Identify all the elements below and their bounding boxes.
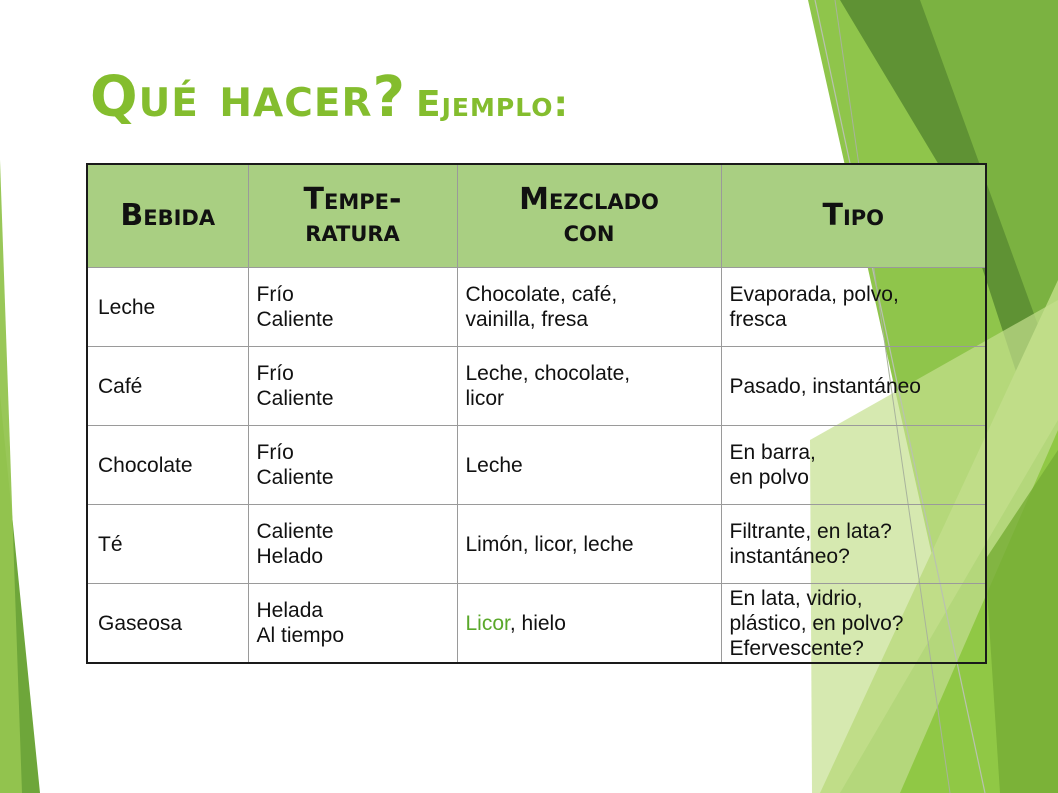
cell-bebida: Leche bbox=[87, 268, 248, 347]
cell-temperatura: Helada Al tiempo bbox=[248, 584, 457, 664]
cell-temperatura: Caliente Helado bbox=[248, 505, 457, 584]
cell-tipo: En barra, en polvo bbox=[721, 426, 986, 505]
cell-tipo: Evaporada, polvo, fresca bbox=[721, 268, 986, 347]
cell-temperatura: Frío Caliente bbox=[248, 268, 457, 347]
cell-bebida: Chocolate bbox=[87, 426, 248, 505]
cell-mezclado: Leche bbox=[457, 426, 721, 505]
table-row bbox=[87, 268, 986, 347]
cell-bebida: Té bbox=[87, 505, 248, 584]
highlighted-text: Licor bbox=[465, 611, 510, 635]
cell-tipo: En lata, vidrio, plástico, en polvo? Efervescente? bbox=[721, 584, 986, 664]
beverage-table bbox=[86, 163, 987, 664]
cell-mezclado: Limón, licor, leche bbox=[457, 505, 721, 584]
cell-mezclado: Leche, chocolate, licor bbox=[457, 347, 721, 426]
header-tipo: Tipo bbox=[721, 164, 986, 268]
title-sub: Ejemplo: bbox=[416, 84, 569, 125]
slide-title bbox=[90, 65, 569, 130]
cell-bebida: Café bbox=[87, 347, 248, 426]
header-temperatura: Tempe- ratura bbox=[248, 164, 457, 268]
cell-text: , hielo bbox=[509, 611, 566, 635]
table-row bbox=[87, 347, 986, 426]
cell-mezclado bbox=[457, 584, 721, 664]
header-mezclado-con: Mezclado con bbox=[457, 164, 721, 268]
cell-mezclado: Chocolate, café, vainilla, fresa bbox=[457, 268, 721, 347]
cell-tipo: Filtrante, en lata? instantáneo? bbox=[721, 505, 986, 584]
cell-bebida: Gaseosa bbox=[87, 584, 248, 664]
table-row bbox=[87, 426, 986, 505]
table-row bbox=[87, 584, 986, 664]
title-main: Qué hacer? bbox=[90, 65, 407, 130]
cell-temperatura: Frío Caliente bbox=[248, 426, 457, 505]
table-header-row bbox=[87, 164, 986, 268]
table-row bbox=[87, 505, 986, 584]
header-bebida: Bebida bbox=[87, 164, 248, 268]
cell-temperatura: Frío Caliente bbox=[248, 347, 457, 426]
cell-tipo: Pasado, instantáneo bbox=[721, 347, 986, 426]
